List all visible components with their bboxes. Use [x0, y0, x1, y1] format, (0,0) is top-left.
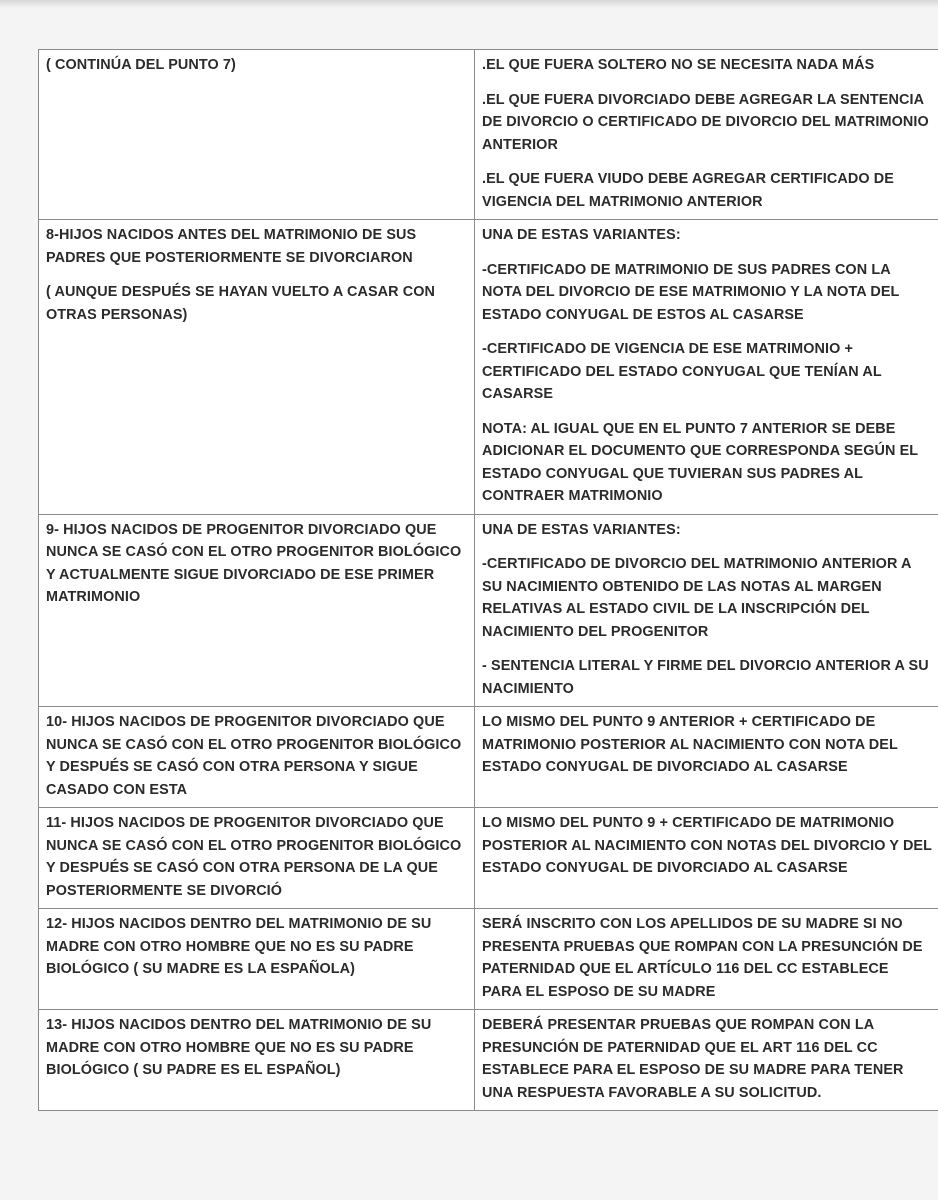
- case-text: 10- HIJOS NACIDOS DE PROGENITOR DIVORCIADO QUE NUNCA SE CASÓ CON EL OTRO PROGENITOR BIOLÓGICO Y DESPUÉS SE CASÓ CON OTRA PERSONA Y SIGUE CASADO CON ESTA: [46, 714, 462, 798]
- requirement-note: NOTA: AL IGUAL QUE EN EL PUNTO 7 ANTERIOR SE DEBE ADICIONAR EL DOCUMENTO QUE CORRESPONDA SEGÚN EL ESTADO CONYUGAL QUE TUVIERAN SUS PADRES AL CONTRAER MATRIMONIO: [482, 420, 918, 504]
- requirement-text: LO MISMO DEL PUNTO 9 + CERTIFICADO DE MATRIMONIO POSTERIOR AL NACIMIENTO CON NOTAS DEL DIVORCIO Y DEL ESTADO CONYUGAL DE DIVORCIADO AL CASARSE: [482, 815, 932, 876]
- requirement-text: - SENTENCIA LITERAL Y FIRME DEL DIVORCIO ANTERIOR A SU NACIMIENTO: [482, 658, 929, 697]
- case-description-cell: [39, 220, 475, 515]
- requirements-cell: [475, 220, 938, 515]
- requirement-text: .EL QUE FUERA DIVORCIADO DEBE AGREGAR LA SENTENCIA DE DIVORCIO O CERTIFICADO DE DIVORCIO DEL MATRIMONIO ANTERIOR: [482, 91, 929, 153]
- table-row: [39, 707, 938, 808]
- requirement-text: LO MISMO DEL PUNTO 9 ANTERIOR + CERTIFICADO DE MATRIMONIO POSTERIOR AL NACIMIENTO CON NOTA DEL ESTADO CONYUGAL DE DIVORCIADO AL CASARSE: [482, 714, 898, 775]
- case-description-cell: [39, 1010, 475, 1111]
- case-text: 12- HIJOS NACIDOS DENTRO DEL MATRIMONIO DE SU MADRE CON OTRO HOMBRE QUE NO ES SU PADRE BIOLÓGICO ( SU MADRE ES LA ESPAÑOLA): [46, 916, 432, 977]
- table-row: [39, 50, 938, 220]
- case-text: 13- HIJOS NACIDOS DENTRO DEL MATRIMONIO DE SU MADRE CON OTRO HOMBRE QUE NO ES SU PADRE BIOLÓGICO ( SU PADRE ES EL ESPAÑOL): [46, 1017, 432, 1078]
- requirements-table: [38, 49, 938, 1111]
- requirement-heading: UNA DE ESTAS VARIANTES:: [482, 521, 681, 538]
- case-note-text: ( AUNQUE DESPUÉS SE HAYAN VUELTO A CASAR CON OTRAS PERSONAS): [46, 284, 436, 323]
- case-text: ( CONTINÚA DEL PUNTO 7): [46, 57, 236, 73]
- case-description-cell: [39, 909, 475, 1010]
- case-description-cell: [39, 50, 475, 220]
- table-row: [39, 514, 938, 707]
- requirements-cell: [475, 1010, 938, 1111]
- table-row: [39, 1010, 938, 1111]
- requirement-text: DEBERÁ PRESENTAR PRUEBAS QUE ROMPAN CON LA PRESUNCIÓN DE PATERNIDAD QUE EL ART 116 DEL CC ESTABLECE PARA EL ESPOSO DE SU MADRE PARA TENER UNA RESPUESTA FAVORABLE A SU SOLICITUD.: [482, 1017, 904, 1101]
- requirement-heading: UNA DE ESTAS VARIANTES:: [482, 227, 681, 243]
- requirements-cell: [475, 909, 938, 1010]
- requirements-cell: [475, 707, 938, 808]
- requirements-cell: [475, 514, 938, 707]
- table-row: [39, 808, 938, 909]
- requirement-text: .EL QUE FUERA VIUDO DEBE AGREGAR CERTIFICADO DE VIGENCIA DEL MATRIMONIO ANTERIOR: [482, 171, 894, 210]
- table-row: [39, 220, 938, 515]
- requirement-text: -CERTIFICADO DE DIVORCIO DEL MATRIMONIO ANTERIOR A SU NACIMIENTO OBTENIDO DE LAS NOTAS AL MARGEN RELATIVAS AL ESTADO CIVIL DE LA INSCRIPCIÓN DEL NACIMIENTO DEL PROGENITOR: [482, 556, 911, 640]
- case-text: 9- HIJOS NACIDOS DE PROGENITOR DIVORCIADO QUE NUNCA SE CASÓ CON EL OTRO PROGENITOR BIOLÓGICO Y ACTUALMENTE SIGUE DIVORCIADO DE ESE PRIMER MATRIMONIO: [46, 521, 462, 605]
- requirement-text: -CERTIFICADO DE MATRIMONIO DE SUS PADRES CON LA NOTA DEL DIVORCIO DE ESE MATRIMONIO Y LA NOTA DEL ESTADO CONYUGAL DE ESTOS AL CASARSE: [482, 261, 900, 323]
- requirement-text: SERÁ INSCRITO CON LOS APELLIDOS DE SU MADRE SI NO PRESENTA PRUEBAS QUE ROMPAN CON LA PRESUNCIÓN DE PATERNIDAD QUE EL ARTÍCULO 116 DEL CC ESTABLECE PARA EL ESPOSO DE SU MADRE: [482, 916, 923, 1000]
- requirement-text: -CERTIFICADO DE VIGENCIA DE ESE MATRIMONIO + CERTIFICADO DEL ESTADO CONYUGAL QUE TENÍAN AL CASARSE: [482, 341, 882, 402]
- requirement-text: .EL QUE FUERA SOLTERO NO SE NECESITA NADA MÁS: [482, 57, 875, 73]
- case-text: 8-HIJOS NACIDOS ANTES DEL MATRIMONIO DE SUS PADRES QUE POSTERIORMENTE SE DIVORCIARON: [46, 227, 417, 266]
- requirements-cell: [475, 50, 938, 220]
- case-description-cell: [39, 707, 475, 808]
- table-row: [39, 909, 938, 1010]
- requirements-cell: [475, 808, 938, 909]
- case-description-cell: [39, 514, 475, 707]
- case-description-cell: [39, 808, 475, 909]
- case-text: 11- HIJOS NACIDOS DE PROGENITOR DIVORCIADO QUE NUNCA SE CASÓ CON EL OTRO PROGENITOR BIOLÓGICO Y DESPUÉS SE CASÓ CON OTRA PERSONA DE LA QUE POSTERIORMENTE SE DIVORCIÓ: [46, 815, 462, 899]
